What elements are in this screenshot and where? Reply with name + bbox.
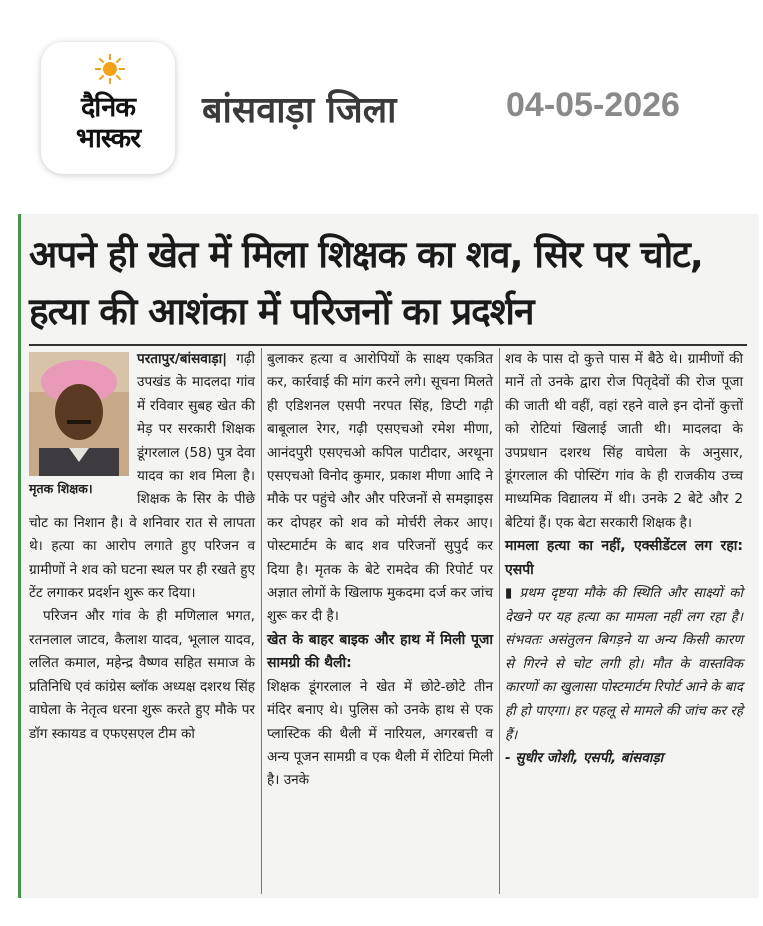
headline-divider	[29, 344, 747, 346]
district-title: बांसवाड़ा जिला	[202, 90, 397, 131]
quote-attribution: - सुधीर जोशी, एसपी, बांसवाड़ा	[505, 750, 664, 767]
sp-subheading: मामला हत्या का नहीं, एक्सीडेंटल लग रहा: एसपी	[505, 538, 743, 578]
edition-date: 04-05-2026	[506, 86, 680, 124]
article-subheading: खेत के बाहर बाइक और हाथ में मिली पूजा सामग्री की थैली:	[267, 631, 493, 672]
app-header	[0, 0, 763, 200]
column-divider	[499, 348, 500, 894]
article-headline: अपने ही खेत में मिला शिक्षक का शव, सिर पर चोट, हत्या की आशंका में परिजनों का प्रदर्शन	[29, 233, 703, 333]
sun-icon	[95, 54, 125, 84]
article-paragraph: शिक्षक डूंगरलाल ने खेत में छोटे-छोटे तीन मंदिर बनाए थे। पुलिस को उनके हाथ से एक प्लास्टिक की थैली में नारियल, अगरबत्ती व अन्य पूजन सामग्री व एक थैली में रोटियां मिली है। उनके	[267, 678, 493, 789]
quote-marker-icon: ▮	[505, 586, 520, 602]
photo-caption: मृतक शिक्षक।	[29, 481, 93, 496]
sp-quote	[505, 582, 743, 747]
article-column-1	[29, 348, 255, 746]
portrait-image	[29, 352, 129, 476]
teacher-photo	[29, 352, 129, 476]
article-body-text: गढ़ी उपखंड के मादलदा गांव में रविवार सुबह खेत की मेड़ पर सरकारी शिक्षक डूंगरलाल (58) पुत्र देवा यादव का शव मिला है। शिक्षक के सिर के पीछे चोट का निशान है। वे शनिवार रात से लापता थे। हत्या का आरोप लगाते हुए परिजन व ग्रामीणों ने शव को घटना स्थल पर ही रखते हुए टेंट लगाकर प्रदर्शन शुरू कर दिया।	[29, 351, 255, 602]
article-paragraph: शव के पास दो कुत्ते पास में बैठे थे। ग्रामीणों की मानें तो उनके द्वारा रोज पितृदेवों की रोज पूजा की जाती थी वहीं, वहां रहने वाले इन दोनों कुत्तों को रोटियां खिलाई जाती थी। मादलदा के उपप्रधान दशरथ सिंह वाघेला के अनुसार, डूंगरलाल की पोस्टिंग गांव के ही राजकीय उच्च माध्यमिक विद्यालय में थी। उनके 2 बेटे और 2 बेटियां हैं। एक बेटा सरकारी शिक्षक है।	[505, 351, 743, 531]
article-column-2	[267, 348, 493, 793]
dainik-bhaskar-logo[interactable]	[41, 42, 175, 174]
news-clipping	[18, 214, 759, 898]
article-dateline: परतापुर/बांसवाड़ा|	[137, 351, 228, 367]
article-paragraph: परिजन और गांव के ही मणिलाल भगत, रतनलाल जाटव, कैलाश यादव, भूलाल यादव, ललित कमाल, महेन्द्र वैष्णव सहित समाज के प्रतिनिधि एवं कांग्रेस ब्लॉक अध्यक्ष दशरथ सिंह वाघेला के नेतृत्व धरना शुरू करते हुए मौके पर डॉग स्कायड व एफएसएल टीम को	[29, 608, 255, 742]
quote-text: प्रथम दृष्टया मौके की स्थिति और साक्ष्यों को देखने पर यह हत्या का मामला नहीं लग रहा है। संभवतः असंतुलन बिगड़ने या अन्य किसी कारण से गिरने से चोट लगी हो। मौत के वास्तविक कारणों का खुलासा पोस्टमार्टम रिपोर्ट आने के बाद ही हो पाएगा। हर पहलू से मामले की जांच कर रहे हैं।	[505, 586, 743, 743]
article-paragraph: बुलाकर हत्या व आरोपियों के साक्ष्य एकत्रित कर, कार्रवाई की मांग करने लगे। सूचना मिलते ही एडिशनल एसपी नरपत सिंह, डिप्टी गढ़ी बाबूलाल रेगर, गढ़ी एसएचओ रमेश मीणा, आनंदपुरी एसएचओ कपिल पाटीदार, अरथूना एसएचओ विनोद कुमार, प्रकाश मीणा आदि ने मौके पर पहुंचे और और परिजनों से समझाइस कर दोपहर को शव को मोर्चरी लेकर आए। पोस्टमार्टम के बाद शव परिजनों सुपुर्द कर दिया है। मृतक के बेटे रामदेव की रिपोर्ट पर अज्ञात लोगों के खिलाफ मुकदमा दर्ज कर जांच शुरू कर दी है।	[267, 351, 493, 625]
logo-text: दैनिक भास्कर	[75, 92, 141, 154]
column-divider	[261, 348, 262, 894]
article-column-3	[505, 348, 743, 771]
